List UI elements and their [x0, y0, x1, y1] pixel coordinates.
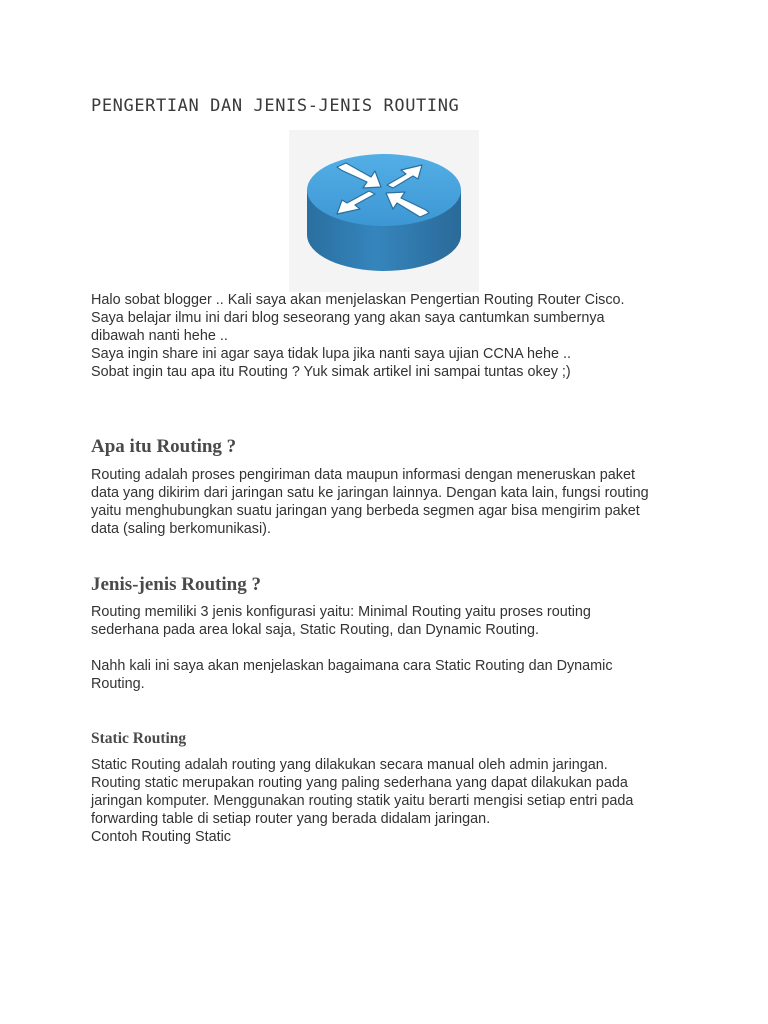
- paragraph-line: forwarding table di setiap router yang berada didalam jaringan.: [91, 811, 491, 827]
- section-paragraph: [91, 657, 691, 693]
- paragraph-line: sederhana pada area lokal saja, Static Routing, dan Dynamic Routing.: [91, 622, 539, 638]
- paragraph-line: yaitu menghubungkan suatu jaringan yang berbeda segmen agar bisa mengirim paket: [91, 503, 640, 519]
- paragraph-line: Routing static merupakan routing yang paling sederhana yang dapat dilakukan pada: [91, 775, 628, 791]
- paragraph-line: data (saling berkomunikasi).: [91, 521, 271, 537]
- intro-line: dibawah nanti hehe ..: [91, 328, 228, 344]
- section-heading-static-routing: Static Routing: [91, 730, 187, 747]
- intro-line: Saya ingin share ini agar saya tidak lupa jika nanti saya ujian CCNA hehe ..: [91, 346, 571, 362]
- section-heading-jenis-jenis-routing: Jenis-jenis Routing ?: [91, 574, 261, 595]
- document-title: PENGERTIAN DAN JENIS-JENIS ROUTING: [91, 96, 460, 116]
- intro-line: Sobat ingin tau apa itu Routing ? Yuk simak artikel ini sampai tuntas okey ;): [91, 364, 571, 380]
- paragraph-line: Routing adalah proses pengiriman data maupun informasi dengan meneruskan paket: [91, 467, 635, 483]
- paragraph-line: Contoh Routing Static: [91, 829, 231, 845]
- paragraph-line: jaringan komputer. Menggunakan routing statik yaitu berarti mengisi setiap entri pada: [91, 793, 634, 809]
- section-heading-apa-itu-routing: Apa itu Routing ?: [91, 436, 237, 457]
- paragraph-line: data yang dikirim dari jaringan satu ke jaringan lainnya. Dengan kata lain, fungsi routing: [91, 485, 649, 501]
- router-figure: [289, 130, 479, 292]
- intro-line: Halo sobat blogger .. Kali saya akan menjelaskan Pengertian Routing Router Cisco.: [91, 292, 625, 308]
- paragraph-line: Nahh kali ini saya akan menjelaskan bagaimana cara Static Routing dan Dynamic: [91, 658, 613, 674]
- intro-line: Saya belajar ilmu ini dari blog seseorang yang akan saya cantumkan sumbernya: [91, 310, 605, 326]
- cisco-router-icon: [289, 130, 479, 292]
- paragraph-line: Routing memiliki 3 jenis konfigurasi yaitu: Minimal Routing yaitu proses routing: [91, 604, 591, 620]
- paragraph-line: Static Routing adalah routing yang dilakukan secara manual oleh admin jaringan.: [91, 757, 608, 773]
- section-paragraph: [91, 756, 691, 846]
- intro-paragraph: [91, 291, 691, 381]
- section-paragraph: [91, 466, 691, 538]
- section-paragraph: [91, 603, 691, 639]
- paragraph-line: Routing.: [91, 676, 145, 692]
